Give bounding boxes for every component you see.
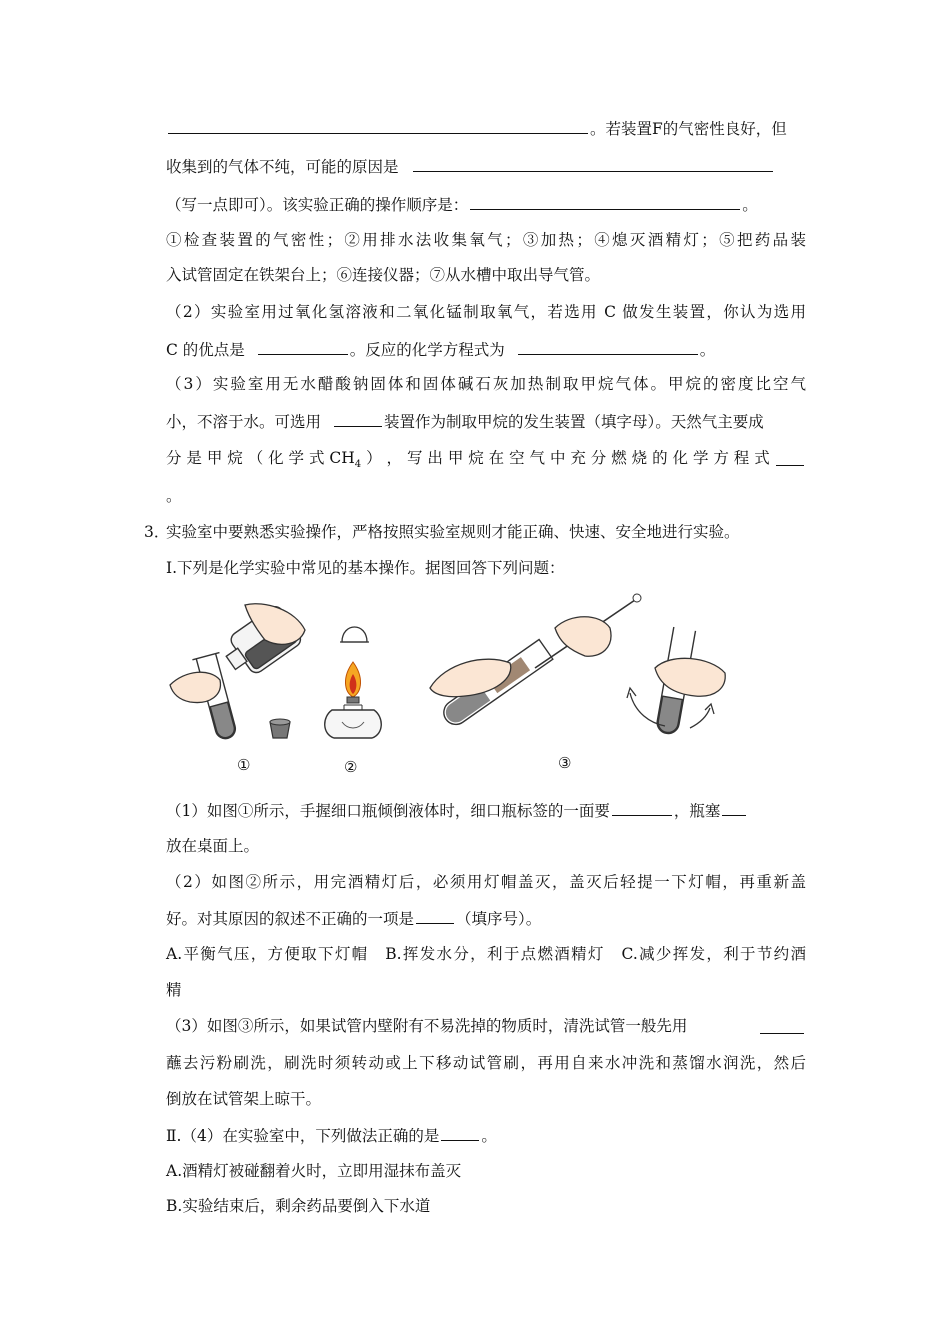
text-line: 精 <box>166 981 182 999</box>
answer-blank <box>760 1018 804 1034</box>
answer-blank <box>441 1125 479 1141</box>
answer-blank <box>612 800 672 816</box>
option-b: B.实验结束后，剩余药品要倒入下水道 <box>166 1197 431 1215</box>
text-line: 倒放在试管架上晾干。 <box>166 1090 322 1108</box>
text-line: （写一点即可）。该实验正确的操作顺序是： 。 <box>166 196 758 214</box>
answer-blank <box>518 339 698 355</box>
text-line: 放在桌面上。 <box>166 837 260 855</box>
question-stem: 实验室中要熟悉实验操作，严格按照实验室规则才能正确、快速、安全地进行实验。 <box>166 523 740 541</box>
text-line: （3）实验室用无水醋酸钠固体和固体碱石灰加热制取甲烷气体。甲烷的密度比空气 <box>166 375 806 393</box>
answer-blank <box>168 118 588 134</box>
text-line: （1）如图①所示，手握细口瓶倾倒液体时，细口瓶标签的一面要 ，瓶塞 <box>166 800 806 821</box>
text-line: C 的优点是 。反应的化学方程式为 。 <box>166 341 716 359</box>
answer-blank <box>258 339 348 355</box>
answer-blank <box>334 411 382 427</box>
text-line: 好。对其原因的叙述不正确的一项是 （填序号）。 <box>166 910 542 928</box>
figure-label-1: ① <box>237 756 251 774</box>
text-line: （2）如图②所示，用完酒精灯后，必须用灯帽盖灭，盖灭后轻提一下灯帽，再重新盖 <box>166 873 806 891</box>
answer-blank <box>470 194 740 210</box>
text-line: 小，不溶于水。可选用 装置作为制取甲烷的发生装置（填字母）。天然气主要成 <box>166 413 764 431</box>
figure-label-3: ③ <box>558 754 572 772</box>
text-line: 。 <box>166 487 182 505</box>
figure-alcohol-lamp <box>312 612 392 742</box>
text-line: 。若装置F的气密性良好，但 <box>166 118 806 139</box>
text-line: Ⅱ.（4）在实验室中，下列做法正确的是 。 <box>166 1127 497 1145</box>
answer-blank <box>416 908 454 924</box>
part-heading: Ⅰ.下列是化学实验中常见的基本操作。据图回答下列问题： <box>166 559 565 577</box>
text-line: （2）实验室用过氧化氢溶液和二氧化锰制取氧气，若选用 C 做发生装置，你认为选用 <box>166 303 806 321</box>
figure-washing-test-tube <box>425 588 735 738</box>
answer-blank <box>413 156 773 172</box>
text-line: （3）如图③所示，如果试管内壁附有不易洗掉的物质时，清洗试管一般先用 <box>166 1016 806 1036</box>
figure-label-2: ② <box>344 758 358 776</box>
answer-blank <box>776 450 804 466</box>
question-number: 3． <box>144 523 170 541</box>
figure-pouring-liquid <box>165 600 315 750</box>
text-line: 入试管固定在铁架台上；⑥连接仪器；⑦从水槽中取出导气管。 <box>166 266 601 284</box>
option-a: A.酒精灯被碰翻着火时，立即用湿抹布盖灭 <box>166 1162 462 1180</box>
text-line: A.平衡气压，方便取下灯帽 B.挥发水分，利于点燃酒精灯 C.减少挥发，利于节约酒 <box>166 945 806 963</box>
text-line: 蘸去污粉刷洗，刷洗时须转动或上下移动试管刷，再用自来水冲洗和蒸馏水润洗，然后 <box>166 1054 806 1072</box>
text-line: ①检查装置的气密性；②用排水法收集氧气；③加热；④熄灭酒精灯；⑤把药品装 <box>166 231 806 249</box>
text-line: 收集到的气体不纯，可能的原因是 <box>166 156 806 177</box>
text-line: 分 是 甲 烷 （ 化 学 式 $CH_4$ ） ， 写 出 甲 烷 在 空 气 中 充 分 燃 烧 的 化 学 方 程 式 <box>166 448 806 475</box>
answer-blank <box>722 800 746 816</box>
